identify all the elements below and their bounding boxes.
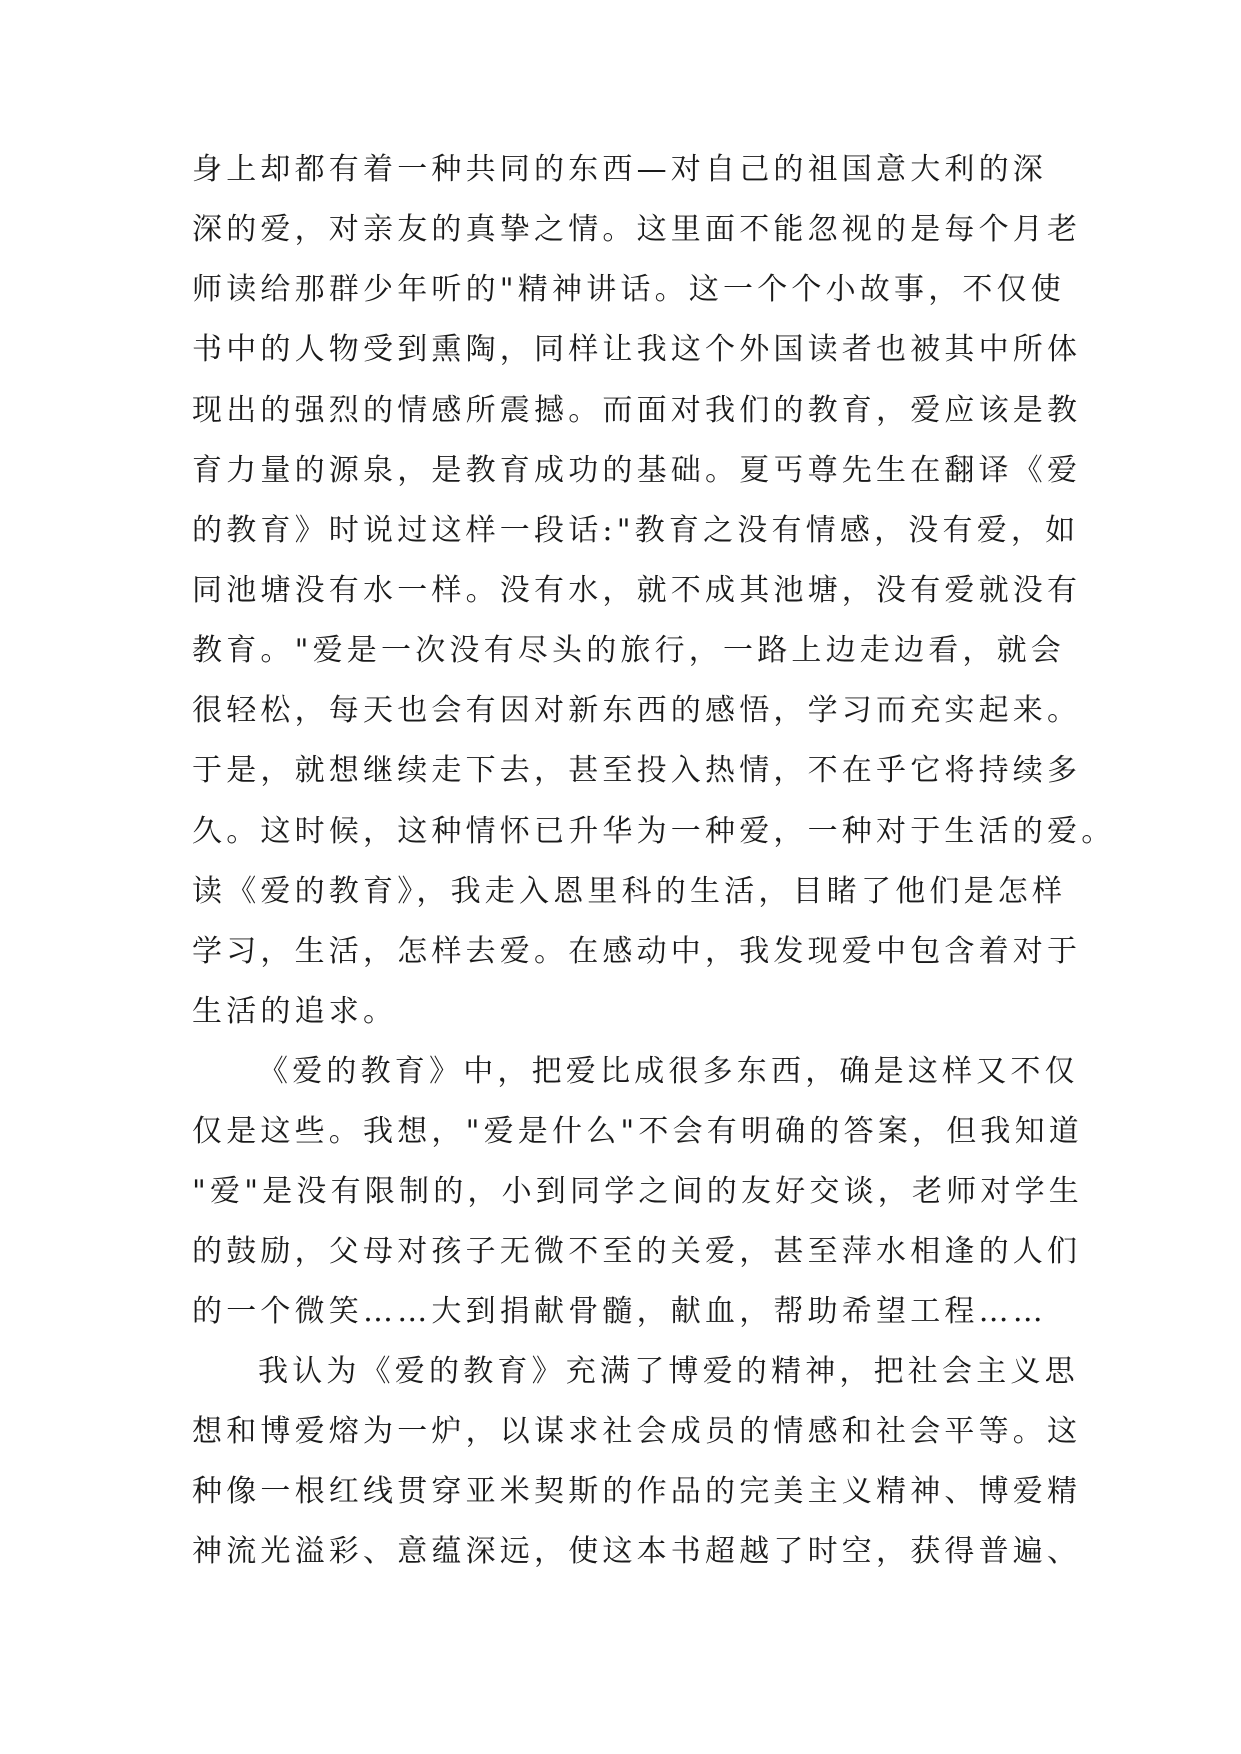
text-line: 书中的人物受到熏陶，同样让我这个外国读者也被其中所体 — [192, 332, 1082, 367]
text-line: 的一个微笑……大到捐献骨髓，献血，帮助希望工程…… — [192, 1294, 1047, 1329]
text-line: 神流光溢彩、意蕴深远，使这本书超越了时空，获得普遍、 — [192, 1534, 1082, 1569]
paragraph-first-line: 《爱的教育》中，把爱比成很多东西，确是这样又不仅 — [258, 1054, 1079, 1089]
text-line: 师读给那群少年听的"精神讲话。这一个个小故事，不仅使 — [192, 272, 1065, 307]
text-line: 学习，生活，怎样去爱。在感动中，我发现爱中包含着对于 — [192, 934, 1082, 969]
text-line: 读《爱的教育》，我走入恩里科的生活，目睹了他们是怎样 — [192, 874, 1067, 909]
text-line: 同池塘没有水一样。没有水，就不成其池塘，没有爱就没有 — [192, 573, 1082, 608]
text-line: "爱"是没有限制的，小到同学之间的友好交谈，老师对学生 — [192, 1174, 1083, 1209]
text-line: 育力量的源泉，是教育成功的基础。夏丐尊先生在翻译《爱 — [192, 453, 1082, 488]
text-line: 于是，就想继续走下去，甚至投入热情，不在乎它将持续多 — [192, 753, 1082, 788]
text-line: 种像一根红线贯穿亚米契斯的作品的完美主义精神、博爱精 — [192, 1474, 1082, 1509]
text-line: 教育。"爱是一次没有尽头的旅行，一路上边走边看，就会 — [192, 633, 1065, 668]
text-line: 深的爱，对亲友的真挚之情。这里面不能忽视的是每个月老 — [192, 212, 1082, 247]
text-line: 仅是这些。我想，"爱是什么"不会有明确的答案，但我知道 — [192, 1114, 1083, 1149]
text-line: 久。这时候，这种情怀已升华为一种爱，一种对于生活的爱。 — [192, 814, 1116, 849]
text-line: 想和博爱熔为一炉，以谋求社会成员的情感和社会平等。这 — [192, 1414, 1082, 1449]
text-line: 很轻松，每天也会有因对新东西的感悟，学习而充实起来。 — [192, 693, 1082, 728]
text-line: 的鼓励，父母对孩子无微不至的关爱，甚至萍水相逢的人们 — [192, 1234, 1082, 1269]
text-line: 现出的强烈的情感所震撼。而面对我们的教育，爱应该是教 — [192, 393, 1082, 428]
text-line: 生活的追求。 — [192, 994, 398, 1029]
text-line: 的教育》时说过这样一段话:"教育之没有情感，没有爱，如 — [192, 513, 1080, 548]
text-line: 身上却都有着一种共同的东西—对自己的祖国意大利的深 — [192, 152, 1047, 187]
paragraph-first-line: 我认为《爱的教育》充满了博爱的精神，把社会主义思 — [258, 1354, 1079, 1389]
